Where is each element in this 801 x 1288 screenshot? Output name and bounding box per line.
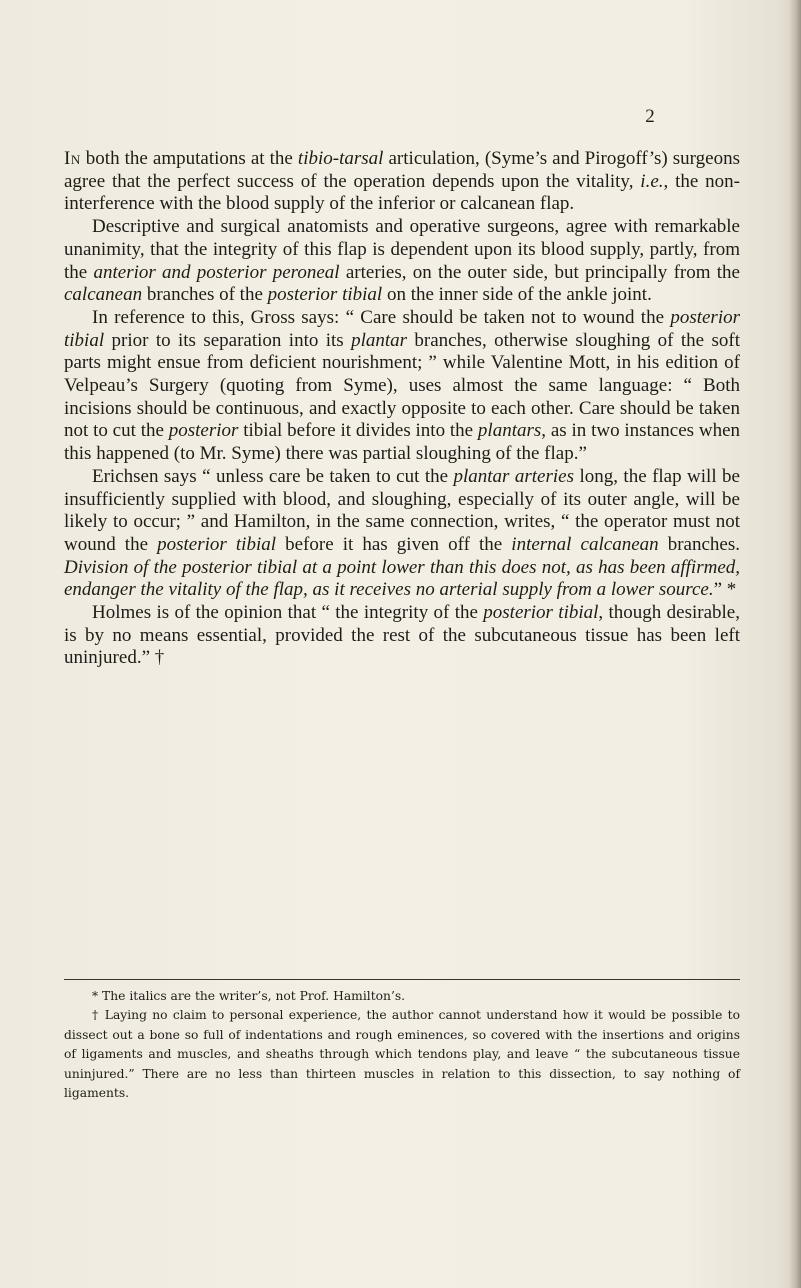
text-run: before it has given off the	[276, 533, 512, 555]
paragraph-5	[64, 602, 740, 670]
text-run: Descriptive and surgical anatomists and operative surgeons, agree with remarkable unanimity, that the integrity of this flap is dependent upon its blood supply, partly, from the	[64, 216, 740, 283]
text-run: ” *	[713, 579, 737, 601]
text-run: branches, otherwise sloughing of the soft parts might ensue from deficient nourishment; ” while Valentine Mott, in his edition of Velpeau’s Surgery (quoting from Syme), uses almost the same language: “ Both incisions should be continuous, and exactly opposite to each other. Care should be taken not to cut the	[64, 329, 740, 442]
paragraph-1	[64, 148, 740, 216]
italic-run: plantars	[477, 420, 542, 442]
italic-run: Division of the posterior tibial at a point lower than this does not, as has been affirmed, endanger the vitality of the flap, as it receives no arterial supply from a lower source.	[64, 556, 740, 601]
italic-run: plantar	[351, 329, 408, 351]
text-run: tibial before it divides into the	[238, 420, 478, 442]
italic-run: internal calcanean	[511, 533, 659, 555]
paragraph-4	[64, 466, 740, 602]
text-run: on the inner side of the ankle joint.	[382, 284, 652, 306]
text-run: Erichsen says “ unless care be taken to cut the	[92, 465, 454, 487]
italic-run: plantar arteries	[453, 465, 574, 487]
text-run: , though desirable, is by no means essential, provided the rest of the subcutaneous tissue has been left uninjured.” †	[64, 602, 740, 669]
italic-run: posterior	[168, 420, 239, 442]
dropcap-word: In	[64, 148, 81, 169]
italic-run: tibio-tarsal	[297, 148, 384, 169]
footnote-divider	[64, 979, 740, 980]
page-number: 2	[645, 106, 655, 127]
text-run: , as in two instances when this happened (to Mr. Syme) there was partial sloughing of the flap.”	[64, 420, 741, 465]
text-run: arteries, on the outer side, but principally from the	[339, 261, 740, 283]
text-run: both the amputations at the	[80, 148, 298, 169]
body-text	[64, 148, 740, 670]
footnotes	[64, 987, 740, 1103]
text-run: articulation, (Syme’s and Pirogoff’s) surgeons agree that the perfect success of the operation depends upon the vitality,	[64, 148, 740, 192]
text-run: branches of the	[142, 284, 268, 306]
footnote-1: * The italics are the writer’s, not Prof. Hamilton’s.	[92, 989, 406, 1003]
text-run: prior to its separation into its	[104, 329, 352, 351]
italic-run: calcanean	[64, 284, 143, 306]
italic-run: posterior tibial	[64, 306, 740, 351]
italic-run: posterior tibial	[483, 602, 599, 624]
text-run: long, the flap will be insufficiently supplied with blood, and sloughing, especially of its outer angle, will be likely to occur; ” and Hamilton, in the same connection, writes, “ the operator must not wound the	[64, 465, 740, 555]
italic-run: posterior tibial	[267, 284, 383, 306]
paragraph-3	[64, 307, 740, 466]
text-run: Holmes is of the opinion that “ the integrity of the	[92, 602, 484, 624]
italic-run: posterior tibial	[157, 533, 277, 555]
text-run: branches.	[658, 533, 741, 555]
paragraph-2	[64, 216, 740, 307]
text-run: In reference to this, Gross says: “ Care should be taken not to wound the	[92, 306, 671, 328]
text-run: , the non-interference with the blood supply of the inferior or calcanean flap.	[64, 170, 740, 215]
italic-run: i.e.	[640, 170, 664, 192]
footnote-2: † Laying no claim to personal experience, the author cannot understand how it would be possible to dissect out a bone so full of indentations and rough eminences, so covered with the insertions and origins of ligaments and muscles, and sheaths through which tendons play, and leave “ the subcutaneous tissue uninjured.” There are no less than thirteen muscles in relation to this dissection, to say nothing of ligaments.	[64, 1008, 740, 1101]
italic-run: anterior and posterior peroneal	[93, 261, 340, 283]
page-edge-shadow	[789, 0, 801, 1288]
